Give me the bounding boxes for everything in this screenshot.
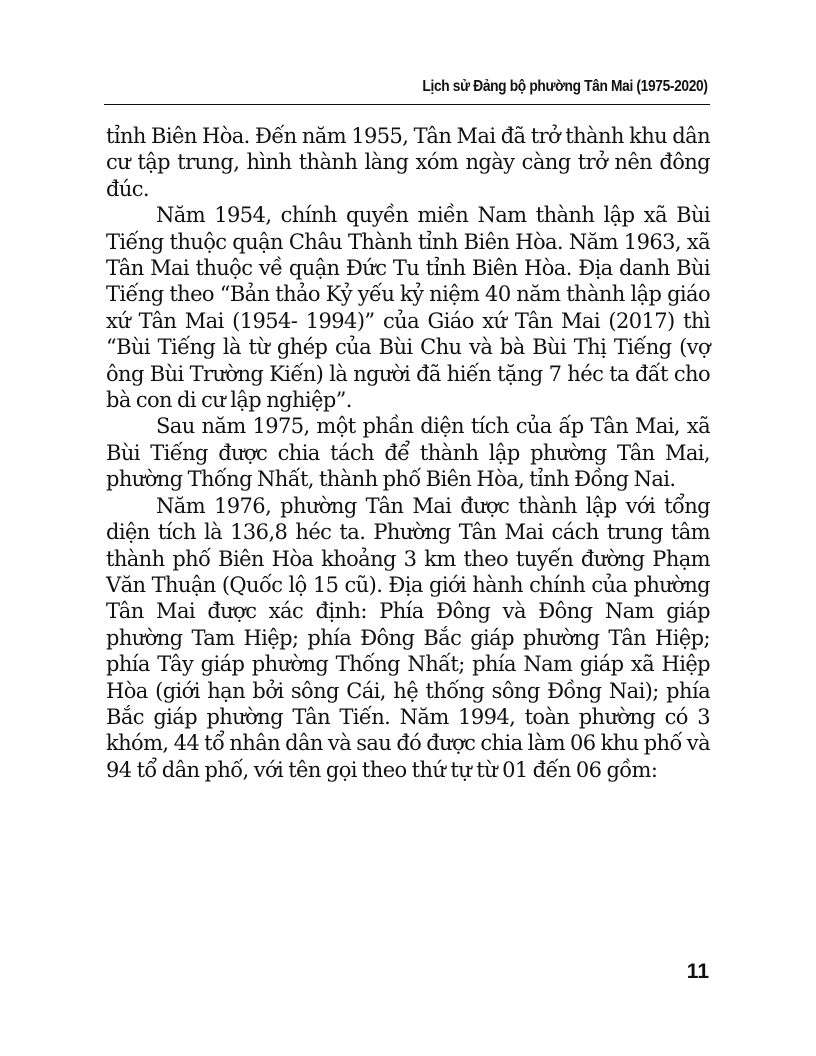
paragraph-continuation: tỉnh Biên Hòa. Đến năm 1955, Tân Mai đã trở thành khu dân cư tập trung, hình thành làng xóm ngày càng trở nên đông đúc. <box>106 124 710 201</box>
running-header-title: Lịch sử Đảng bộ phường Tân Mai (1975-2020) <box>422 78 708 95</box>
paragraph-1976-boundaries: Năm 1976, phường Tân Mai được thành lập với tổng diện tích là 136,8 héc ta. Phường Tân Mai cách trung tâm thành phố Biên Hòa khoảng 3 km theo tuyến đường Phạm Văn Thuận (Quốc lộ 15 cũ). Địa giới hành chính của phường Tân Mai được xác định: Phía Đông và Đông Nam giáp phường Tam Hiệp; phía Đông Bắc giáp phường Tân Hiệp; phía Tây giáp phường Thống Nhất; phía Nam giáp xã Hiệp Hòa (giới hạn bởi sông Cái, hệ thống sông Đồng Nai); phía Bắc giáp phường Tân Tiến. Năm 1994, toàn phường có 3 khóm, 44 tổ nhân dân và sau đó được chia làm 06 khu phố và 94 tổ dân phố, với tên gọi theo thứ tự từ 01 đến 06 gồm: <box>106 493 710 782</box>
paragraph-after-1975: Sau năm 1975, một phần diện tích của ấp Tân Mai, xã Bùi Tiếng được chia tách để thành lập phường Tân Mai, phường Thống Nhất, thành phố Biên Hòa, tỉnh Đồng Nai. <box>106 414 710 492</box>
body-text <box>106 123 710 783</box>
header-rule <box>104 104 710 105</box>
page-number: 11 <box>686 960 709 983</box>
paragraph-bui-tieng: Năm 1954, chính quyền miền Nam thành lập xã Bùi Tiếng thuộc quận Châu Thành tỉnh Biên Hòa. Năm 1963, xã Tân Mai thuộc về quận Đức Tu tỉnh Biên Hòa. Địa danh Bùi Tiếng theo “Bản thảo Kỷ yếu kỷ niệm 40 năm thành lập giáo xứ Tân Mai (1954- 1994)” của Giáo xứ Tân Mai (2017) thì “Bùi Tiếng là từ ghép của Bùi Chu và bà Bùi Thị Tiếng (vợ ông Bùi Trường Kiến) là người đã hiến tặng 7 héc ta đất cho bà con di cư lập nghiệp”. <box>106 203 710 413</box>
